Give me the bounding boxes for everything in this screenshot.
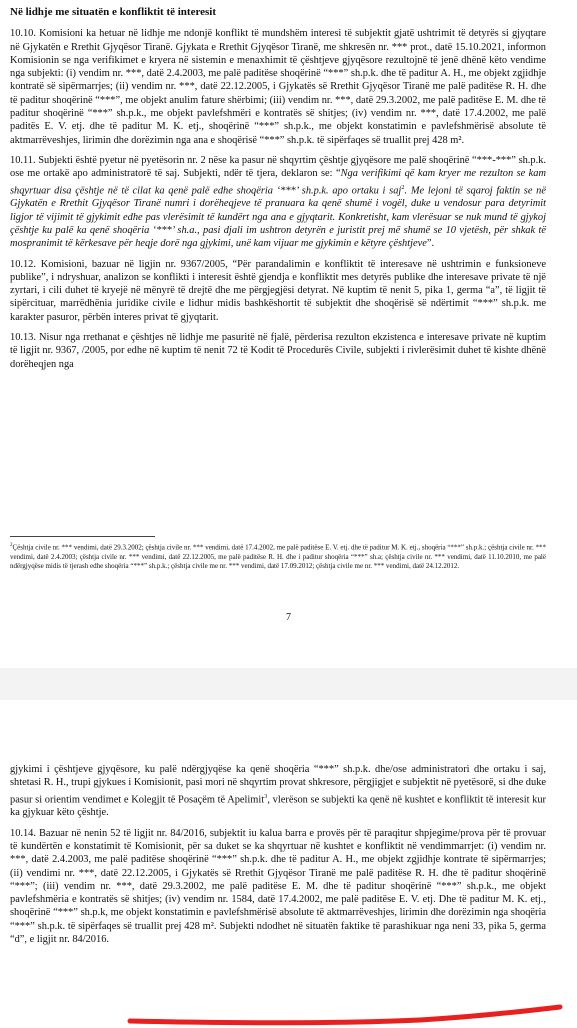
paragraph-number: 10.12. bbox=[10, 258, 41, 270]
footnote-reference: 2 bbox=[401, 183, 405, 191]
paragraph-text: Nisur nga rrethanat e çështjes në lidhje me pasuritë në fjalë, përderisa rezulton ekzistenca e interesave private në kuptim të ligjit nr. 9367, /2005, por edhe në kuptim të nenit 72 të Kodit të Procedurës Civile, subjekti i rivlerësimit duhet të kishte dhënë dorëheqjen nga bbox=[10, 332, 546, 370]
paragraph-text: Bazuar në nenin 52 të ligjit nr. 84/2016, subjektit iu kalua barra e provës për të paraqitur shpjegime/prova për të provuar të kundërtën e konstatimit të Komisionit, për sa duket se ka shqyrtuar në kushtet e konfliktit në vendimmarrjet: (i) vendim nr. ***, datë 2.4.2003, me palë paditëse shoqërinë “***” sh.p.k. dhe të paditur A. H., me objekt zgjidhje kontrate të sipërmarrjes; (ii) vendimi nr. ***, datë 22.12.2005, i Gjykatës së Rrethit Gjyqësor Tiranë me palë paditëse R. H. dhe të paditur shoqërinë “***”; (iii) vendim nr. ***, datë 29.3.2002, me palë paditëse E. M. dhe të paditur shoqërinë “***” sh.p.k., me objekt pavlefshmëria e kontratës së shitjes; (iv) vendim nr. 1584, datë 17.4.2002, me palë paditëse E. V. etj. Dhe të paditur M. K. etj., shoqërinë “***” sh.p.k, me objekt konstatimin e pavlefshmërisë absolute të aktmarrëveshjes, lirimin dhe dorëzimin nga shoqëria “***” sh.p.k. të sipërfaqes së truallit prej 428 m². Subjekti ndodhet në situatën faktike të parashikuar nga neni 33, pika 5, germa “d”, e ligjit nr. 84/2016. bbox=[10, 827, 547, 946]
paragraph-text: Subjekti është pyetur në pyetësorin nr. 2 nëse ka pasur në shqyrtim çështje gjyqësore me palë shoqërinë “***-***” sh.p.k. ose me ortakë apo administratorë të saj. Subjekti, ndër të tjera, deklaron se: “ bbox=[10, 154, 546, 180]
paragraph-text-continued: , vlerëson se subjekti ka qenë në kushtet e konfliktit të interesit kur ka gjykuar këto çështje. bbox=[10, 794, 546, 819]
footnotes bbox=[10, 536, 546, 572]
footnote-text: Çështja civile nr. *** vendimi, datë 29.3.2002; çështja civile nr. *** vendimi, datë 17.4.2002, me palë paditëse E. V. etj. dhe të paditur M. K. etj., shoqëria “***” sh.p.k.; çështja civile nr. *** vendimi, datë 2.4.2003; çështja civile nr. *** vendimi, datë 22.12.2005, me palë paditëse R. H. dhe i paditur shoqëria “***” sh.a; çështja civile nr. *** vendimi, datë 11.10.2010, me palë ndërgjyqëse midis të tjerash edhe shoqëria “***” sh.p.k.; çështja civile me nr. *** vendimi, datë 17.09.2012; çështja civile me nr. *** vendimi, datë 24.12.2012. bbox=[10, 543, 546, 571]
page-body bbox=[10, 763, 546, 953]
section-heading: Në lidhje me situatën e konfliktit të interesit bbox=[10, 6, 217, 18]
paragraph-10-11 bbox=[10, 154, 546, 251]
paragraph-text: Komisioni, bazuar në ligjin nr. 9367/2005, “Për parandalimin e konfliktit të interesave në ushtrimin e funksioneve publike”, i ndryshuar, analizon se konflikti i interesit është gjendja e konfliktit mes detyrës publike dhe interesave private të një zyrtari, i cili duhet të kryejë në mënyrë të drejtë dhe me përgjegjësi detyrat. Në kuptim të nenit 5, pika 1, germa “a”, të ligjit të sipërcituar, marrëdhënia juridike civile e lidhur midis bashkëshortit të subjektit dhe shoqërisë së ndërtimit “***” sh.p.k. me karakter pasuror, përbën interes privat të gjyqtarit. bbox=[10, 258, 547, 323]
paragraph-number: 10.14. bbox=[10, 827, 39, 839]
paragraph-continued bbox=[10, 763, 546, 820]
paragraph-text: Komisioni ka hetuar në lidhje me ndonjë konflikt të mundshëm interesi të subjektit gjatë ushtrimit të detyrës si gjyqtare në Gjykatën e Rrethit Gjyqësor Tiranë. Gjykata e Rrethit Gjyqësor Tiranë, me shkresën nr. *** prot., datë 15.10.2021, informon Komisionin se nga verifikimet e kryera në sistemin e menaxhimit të çështjeve gjyqësore rezultojnë të jenë dhënë këto vendime nga subjekti: (i) vendim nr. ***, datë 2.4.2003, me palë paditëse shoqërinë “***” sh.p.k. dhe të paditur A. H., me objekt zgjidhje kontratë së sipërmarrjes; (ii) vendim nr. ***, datë 22.12.2005, i Gjykatës së Rrethit Gjyqësor Tiranë me palë paditëse R. H. dhe të paditur shoqërinë “***”, me objekt anulim fature shërbimi; (iii) vendim nr. ***, datë 29.3.2002, me palë paditëse E. M. dhe të paditur shoqërinë “***” sh.p.k., me objekt pavlefshmëri e kontratës së shitjes; (iv) vendim nr. ***, datë 17.4.2002, me palë paditës E. V. etj. dhe të paditur M. K. etj., shoqërinë “***” sh.p.k., me objekt konstatimin e pavlefshmërisë absolute të aktmarrëveshjes, lirimin dhe dorëzimin nga ana e shoqërisë “***” sh.p.k. të sipërfaqes së truallit prej 428 m². bbox=[10, 28, 547, 146]
footnote-reference: 3 bbox=[264, 792, 268, 800]
paragraph-number: 10.11. bbox=[10, 154, 39, 166]
paragraph-10-12 bbox=[10, 258, 546, 324]
paragraph-number: 10.13. bbox=[10, 332, 39, 343]
paragraph-number: 10.10. bbox=[10, 28, 40, 40]
footnote-mark: 2 bbox=[10, 543, 13, 548]
quote-close: ”. bbox=[426, 238, 435, 250]
footnote-divider bbox=[10, 536, 155, 537]
footnote-2 bbox=[10, 541, 546, 572]
document-page-8 bbox=[0, 700, 577, 1024]
page-separator bbox=[0, 668, 577, 700]
paragraph-10-14 bbox=[10, 827, 546, 947]
paragraph-text: gjykimi i çështjeve gjyqësore, ku palë ndërgjyqëse ka qenë shoqëria “***” sh.p.k. dhe/ose administratori dhe ortaku i saj, shtetasi R. H., trupi gjykues i Komisionit, pasi mori në shqyrtim provat shkresore, përgjigjet e subjektit në pyetësorë, si dhe duke pasur si orientim vendimet e Kolegjit të Posaçëm të Apelimit bbox=[10, 764, 546, 806]
paragraph-10-13 bbox=[10, 331, 546, 371]
paragraph-10-10 bbox=[10, 27, 546, 147]
page-body bbox=[10, 6, 546, 378]
subject-quote-continued: . Me lejoni të sqaroj faktin se në Gjykatën e Rrethit Gjyqësor Tiranë numri i dorëheqjeve të pranuara ka qenë shumë i vogël, duke u vendosur para detyrimit ligjor të vijimit të gjykimit edhe pas vlerësimit të kundërt nga ana e gjyqtarit. Konkretisht, kam vlerësuar se nuk mund të gjykoj çështje ku palë ka qenë shoqëria ‘***’ sh.a., pasi djali im ushtron detyrën e juristit prej më shumë se 10 vjetësh, për shkak të mospranimit të kërkesave për heqje dorë nga gjykimi, unë kam vijuar me gjykimin e këtyre çështjeve bbox=[10, 185, 546, 250]
page-number: 7 bbox=[286, 612, 291, 623]
subject-quote: Nga verifikimi që kam kryer me rezulton se kam shqyrtuar disa çështje në të cilat ka qenë palë edhe shoqëria ‘***’ sh.p.k. apo ortaku i saj bbox=[10, 168, 546, 197]
